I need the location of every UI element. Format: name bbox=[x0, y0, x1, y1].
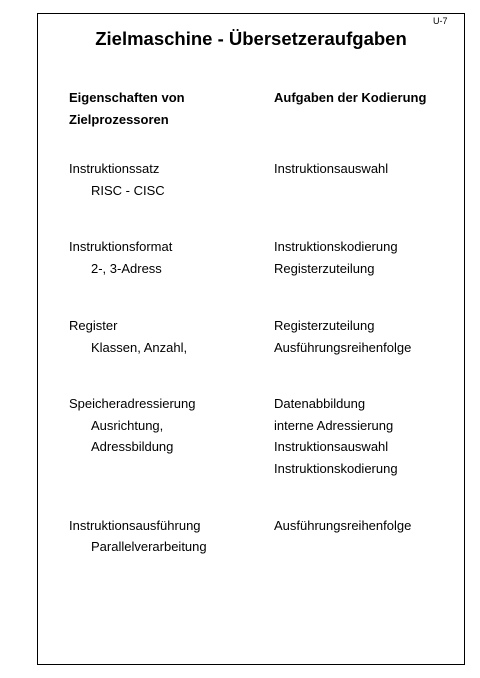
coding-task: Ausführungsreihenfolge bbox=[274, 518, 412, 533]
coding-task: Datenabbildung bbox=[274, 396, 366, 411]
left-column-header-line2: Zielprozessoren bbox=[69, 112, 169, 127]
coding-task: Ausführungsreihenfolge bbox=[274, 340, 412, 355]
property-label: Instruktionssatz bbox=[69, 161, 160, 176]
property-detail: Parallelverarbeitung bbox=[91, 539, 207, 554]
property-label: Instruktionsausführung bbox=[69, 518, 201, 533]
page-title: Zielmaschine - Übersetzeraufgaben bbox=[95, 28, 407, 49]
property-detail: Adressbildung bbox=[91, 439, 174, 454]
right-column-header: Aufgaben der Kodierung bbox=[274, 90, 427, 105]
property-label: Register bbox=[69, 318, 118, 333]
property-detail: Ausrichtung, bbox=[91, 418, 164, 433]
property-label: Speicheradressierung bbox=[69, 396, 196, 411]
coding-task: Registerzuteilung bbox=[274, 318, 375, 333]
coding-task: Instruktionsauswahl bbox=[274, 161, 389, 176]
property-detail: 2-, 3-Adress bbox=[91, 261, 162, 276]
coding-task: Registerzuteilung bbox=[274, 261, 375, 276]
page-number: U-7 bbox=[433, 16, 448, 26]
left-column-header-line1: Eigenschaften von bbox=[69, 90, 185, 105]
coding-task: Instruktionskodierung bbox=[274, 239, 398, 254]
property-detail: Klassen, Anzahl, bbox=[91, 340, 188, 355]
property-label: Instruktionsformat bbox=[69, 239, 173, 254]
slide-frame bbox=[37, 13, 465, 665]
coding-task: interne Adressierung bbox=[274, 418, 394, 433]
coding-task: Instruktionskodierung bbox=[274, 461, 398, 476]
coding-task: Instruktionsauswahl bbox=[274, 439, 389, 454]
property-detail: RISC - CISC bbox=[91, 183, 165, 198]
